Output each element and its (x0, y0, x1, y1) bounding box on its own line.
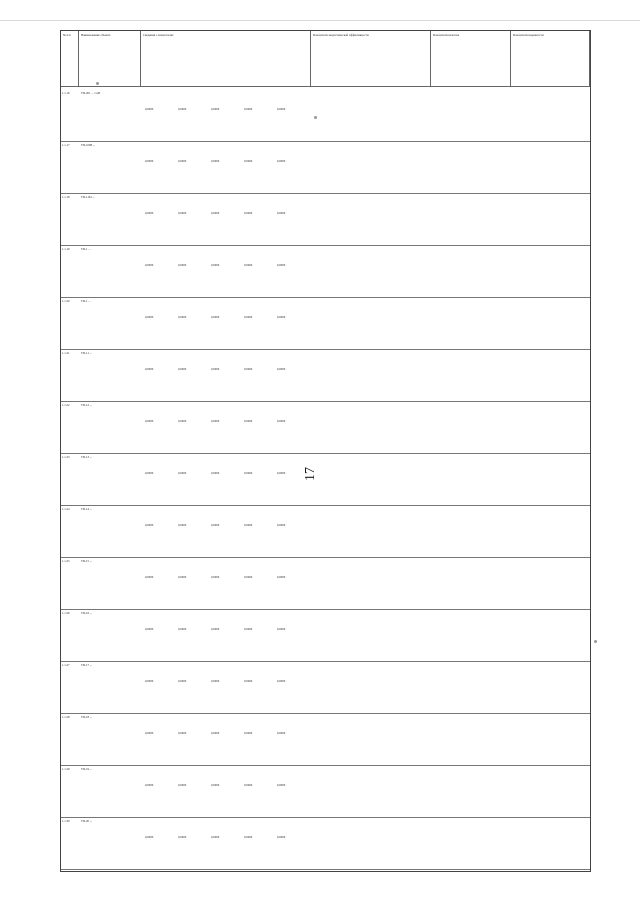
row-id: 1.1.25 (62, 559, 70, 563)
table-row (61, 713, 590, 766)
table-row (61, 609, 590, 662)
row-value: 0,0000 (145, 731, 154, 735)
row-value: 0,0000 (145, 211, 154, 215)
row-value: 0,0000 (145, 159, 154, 163)
row-value: 0,0000 (244, 731, 253, 735)
row-value: 0,0000 (211, 627, 220, 631)
row-name: ТП-18 ... (81, 715, 92, 719)
row-value: 0,0000 (178, 211, 187, 215)
table-row (61, 453, 590, 506)
row-value: 0,0000 (244, 471, 253, 475)
row-value: 0,0000 (277, 211, 286, 215)
row-value: 0,0000 (178, 783, 187, 787)
row-value: 0,0000 (211, 159, 220, 163)
row-value: 0,0000 (178, 159, 187, 163)
row-value: 0,0000 (277, 107, 286, 111)
row-value: 0,0000 (277, 159, 286, 163)
row-value: 0,0000 (178, 835, 187, 839)
row-name: ТП-1161 ... (81, 195, 95, 199)
table-row (61, 245, 590, 298)
row-value: 0,0000 (178, 575, 187, 579)
row-name: ТП-17 ... (81, 663, 92, 667)
column-header: Сведения о показателях (141, 31, 311, 87)
row-id: 1.1.26 (62, 611, 70, 615)
row-name: ТП-1 ... (81, 247, 91, 251)
row-name: ТП-16 ... (81, 611, 92, 615)
row-value: 0,0000 (211, 263, 220, 267)
row-value: 0,0000 (244, 835, 253, 839)
column-header: Показатели качества (431, 31, 511, 87)
row-value: 0,0000 (178, 731, 187, 735)
row-value: 0,0000 (178, 107, 187, 111)
row-value: 0,0000 (277, 731, 286, 735)
row-value: 0,0000 (211, 523, 220, 527)
row-value: 0,0000 (145, 783, 154, 787)
row-value: 0,0000 (244, 419, 253, 423)
column-header: № п/п (61, 31, 79, 87)
row-name: ТП-11 ... (81, 351, 92, 355)
row-value: 0,0000 (277, 627, 286, 631)
row-name: ТП-19 ... (81, 767, 92, 771)
row-id: 1.1.21 (62, 351, 70, 355)
row-id: 1.1.30 (62, 819, 70, 823)
row-id: 1.1.19 (62, 247, 70, 251)
row-value: 0,0000 (211, 679, 220, 683)
table-row (61, 505, 590, 558)
row-value: 0,0000 (145, 419, 154, 423)
row-name: ТП-15 ... (81, 559, 92, 563)
row-id: 1.1.24 (62, 507, 70, 511)
row-value: 0,0000 (178, 419, 187, 423)
table-row (61, 89, 590, 142)
table-row (61, 141, 590, 194)
row-id: 1.1.28 (62, 715, 70, 719)
row-value: 0,0000 (145, 107, 154, 111)
table-row (61, 193, 590, 246)
row-value: 0,0000 (244, 211, 253, 215)
row-value: 0,0000 (211, 471, 220, 475)
row-value: 0,0000 (244, 627, 253, 631)
row-id: 1.1.27 (62, 663, 70, 667)
row-value: 0,0000 (244, 575, 253, 579)
row-value: 0,0000 (277, 783, 286, 787)
row-value: 0,0000 (178, 367, 187, 371)
row-value: 0,0000 (211, 107, 220, 111)
row-value: 0,0000 (277, 575, 286, 579)
row-value: 0,0000 (277, 679, 286, 683)
row-value: 0,0000 (178, 627, 187, 631)
row-value: 0,0000 (211, 731, 220, 735)
table-row (61, 817, 590, 870)
row-value: 0,0000 (277, 315, 286, 319)
row-value: 0,0000 (145, 627, 154, 631)
data-table (60, 30, 591, 872)
row-id: 1.1.16 (62, 91, 70, 95)
row-value: 0,0000 (178, 471, 187, 475)
column-header: Показатели надежности (511, 31, 590, 87)
table-row (61, 349, 590, 402)
scan-artifact-line (0, 20, 640, 21)
table-row (61, 557, 590, 610)
column-header: Показатели энергетической эффективности (311, 31, 431, 87)
row-value: 0,0000 (145, 835, 154, 839)
row-value: 0,0000 (211, 835, 220, 839)
row-id: 1.1.17 (62, 143, 70, 147)
row-id: 1.1.22 (62, 403, 70, 407)
row-value: 0,0000 (145, 575, 154, 579)
row-name: ТП-1 ... (81, 299, 91, 303)
row-value: 0,0000 (244, 159, 253, 163)
row-id: 1.1.23 (62, 455, 70, 459)
row-value: 0,0000 (244, 783, 253, 787)
row-value: 0,0000 (244, 679, 253, 683)
table-row (61, 297, 590, 350)
row-name: ТП-20 ... (81, 819, 92, 823)
row-name: ТП-12 ... (81, 403, 92, 407)
row-value: 0,0000 (277, 419, 286, 423)
row-value: 0,0000 (178, 523, 187, 527)
row-value: 0,0000 (145, 523, 154, 527)
row-value: 0,0000 (277, 835, 286, 839)
page-number: 17 (303, 467, 318, 481)
row-value: 0,0000 (244, 263, 253, 267)
row-value: 0,0000 (211, 211, 220, 215)
row-value: 0,0000 (178, 315, 187, 319)
row-value: 0,0000 (277, 523, 286, 527)
row-name: ТП-1008 ... (81, 143, 95, 147)
row-id: 1.1.18 (62, 195, 70, 199)
row-value: 0,0000 (145, 263, 154, 267)
row-value: 0,0000 (244, 523, 253, 527)
row-value: 0,0000 (244, 367, 253, 371)
row-value: 0,0000 (211, 315, 220, 319)
row-value: 0,0000 (211, 419, 220, 423)
column-header: Наименование объекта (79, 31, 141, 87)
scan-artifact-dot (594, 640, 597, 643)
row-value: 0,0000 (244, 315, 253, 319)
row-id: 1.1.20 (62, 299, 70, 303)
row-value: 0,0000 (277, 263, 286, 267)
row-value: 0,0000 (211, 783, 220, 787)
row-value: 0,0000 (178, 263, 187, 267)
row-name: ТП-201 ... 1 кВ (81, 91, 100, 95)
row-value: 0,0000 (145, 315, 154, 319)
table-row (61, 661, 590, 714)
row-value: 0,0000 (145, 471, 154, 475)
row-value: 0,0000 (178, 679, 187, 683)
row-name: ТП-14 ... (81, 507, 92, 511)
row-value: 0,0000 (145, 367, 154, 371)
table-row (61, 765, 590, 818)
row-name: ТП-13 ... (81, 455, 92, 459)
row-value: 0,0000 (145, 679, 154, 683)
row-value: 0,0000 (244, 107, 253, 111)
row-value: 0,0000 (211, 575, 220, 579)
table-row (61, 401, 590, 454)
row-value: 0,0000 (211, 367, 220, 371)
row-value: 0,0000 (277, 367, 286, 371)
row-value: 0,0000 (277, 471, 286, 475)
row-id: 1.1.29 (62, 767, 70, 771)
